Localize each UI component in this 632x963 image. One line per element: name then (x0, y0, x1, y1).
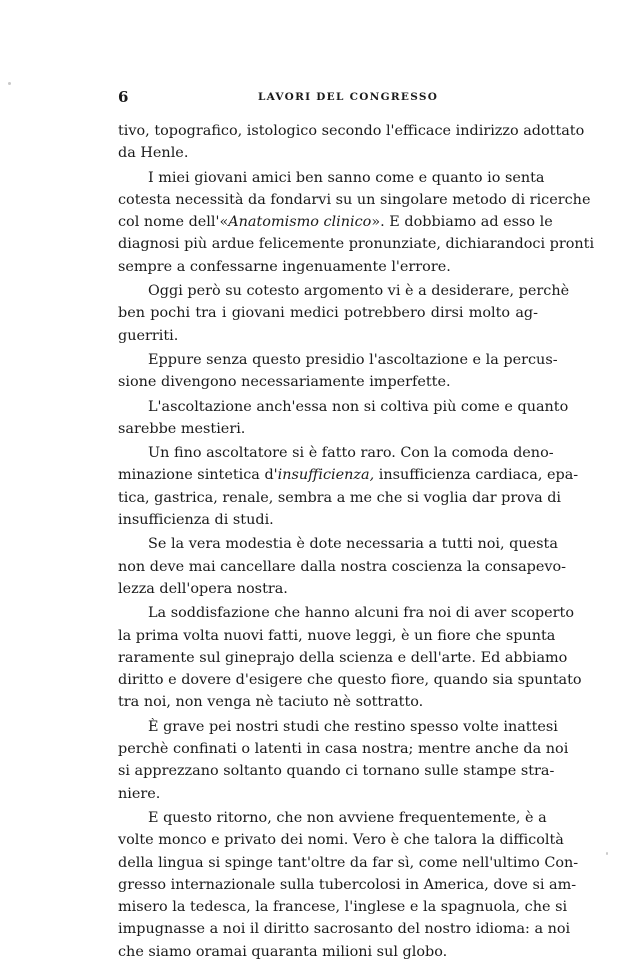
text-segment: insufficienza cardiaca, epa- (374, 467, 579, 484)
text-line: della lingua si spinge tant'oltre da far sì, come nell'ultimo Con- (118, 854, 579, 871)
text-line: tra noi, non venga nè taciuto nè sottratto. (118, 694, 424, 711)
text-line: Eppure senza questo presidio l'ascoltazione e la percus- (148, 351, 558, 368)
text-segment: ». E dobbiamo ad esso le (371, 214, 553, 231)
text-line: lezza dell'opera nostra. (118, 580, 288, 597)
text-line: niere. (118, 785, 161, 802)
italic-term: Anatomismo clinico (228, 214, 372, 231)
text-line: sempre a confessarne ingenuamente l'errore. (118, 258, 451, 275)
text-line: sione divengono necessariamente imperfette. (118, 374, 451, 391)
paper-speck (606, 852, 608, 855)
text-segment: col nome dell'« (118, 214, 229, 231)
italic-term: insufficienza, (277, 467, 375, 484)
text-line: Un fino ascoltatore si è fatto raro. Con la comoda deno- (148, 445, 554, 462)
text-line: ben pochi tra i giovani medici potrebbero dirsi molto ag- (118, 305, 538, 322)
text-line: raramente sul gineprajo della scienza e dell'arte. Ed abbiamo (118, 649, 568, 666)
text-line: E questo ritorno, che non avviene frequentemente, è a (148, 809, 547, 826)
text-line: si apprezzano soltanto quando ci tornano sulle stampe stra- (118, 763, 555, 780)
text-line: tica, gastrica, renale, sembra a me che si voglia dar prova di (118, 489, 562, 506)
text-line: gresso internazionale sulla tubercolosi in America, dove si am- (118, 876, 577, 893)
text-line: È grave pei nostri studi che restino spesso volte inattesi (148, 718, 558, 735)
text-line: cotesta necessità da fondarvi su un singolare metodo di ricerche (118, 191, 591, 208)
text-line: misero la tedesca, la francese, l'inglese e la spagnuola, che si (118, 899, 568, 916)
page-number: 6 (118, 88, 129, 106)
text-line: I miei giovani amici ben sanno come e quanto io senta (148, 169, 545, 186)
text-line: L'ascoltazione anch'essa non si coltiva più come e quanto (148, 398, 569, 415)
text-line: diagnosi più ardue felicemente pronunziate, dichiarandoci pronti (118, 236, 595, 253)
text-line: che siamo oramai quaranta milioni sul globo. (118, 943, 448, 960)
text-line: volte monco e privato dei nomi. Vero è che talora la difficoltà (118, 832, 564, 849)
text-line: impugnasse a noi il diritto sacrosanto del nostro idioma: a noi (118, 921, 571, 938)
text-line (118, 211, 553, 233)
text-line: perchè confinati o latenti in casa nostra; mentre anche da noi (118, 741, 569, 758)
text-line (118, 464, 579, 486)
text-line: Oggi però su cotesto argomento vi è a desiderare, perchè (148, 283, 570, 300)
text-line: Se la vera modestia è dote necessaria a tutti noi, questa (148, 536, 558, 553)
text-line: da Henle. (118, 145, 189, 162)
running-head (118, 88, 538, 110)
paper-speck (8, 82, 11, 85)
text-line: guerriti. (118, 327, 179, 344)
text-line: La soddisfazione che hanno alcuni fra noi di aver scoperto (148, 605, 574, 622)
text-line: sarebbe mestieri. (118, 420, 246, 437)
running-title: LAVORI DEL CONGRESSO (258, 91, 439, 103)
text-line: diritto e dovere d'esigere che questo fiore, quando sia spuntato (118, 672, 582, 689)
text-line: insufficienza di studi. (118, 512, 274, 529)
text-line: la prima volta nuovi fatti, nuove leggi, è un fiore che spunta (118, 627, 556, 644)
text-segment: minazione sintetica d' (118, 467, 278, 484)
body-text (118, 120, 595, 963)
text-line: tivo, topografico, istologico secondo l'efficace indirizzo adottato (118, 123, 585, 139)
text-line: non deve mai cancellare dalla nostra coscienza la consapevo- (118, 558, 567, 575)
